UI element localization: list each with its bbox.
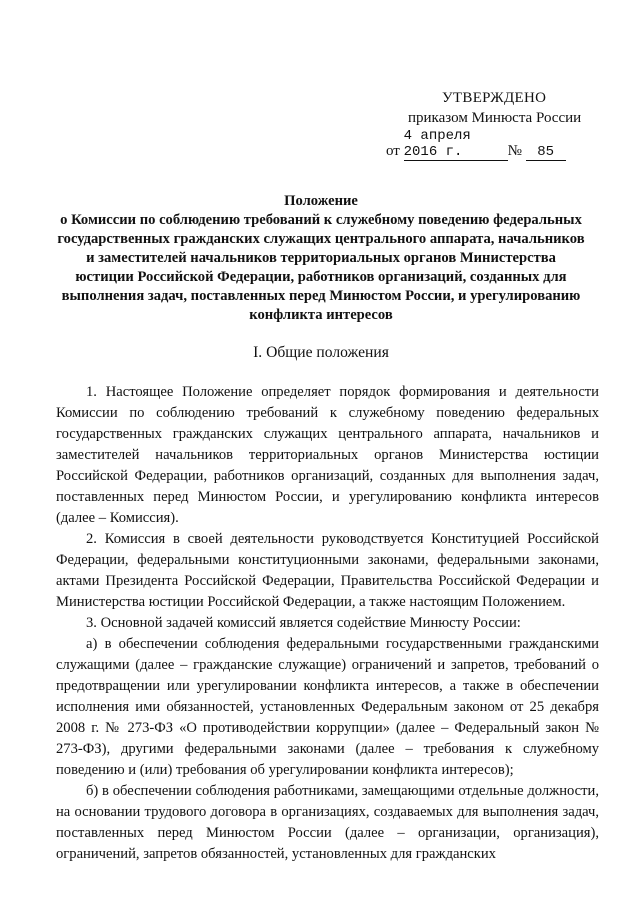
- paragraph: 1. Настоящее Положение определяет порядок формирования и деятельности Комиссии по соблюдению требований к служебному поведению федеральных государственных гражданских служащих центрального аппарата, начальников и заместителей начальников территориальных органов Министерства юстиции Российской Федерации, работников организаций, созданных для выполнения задач, поставленных перед Минюстом России, и урегулированию конфликта интересов (далее – Комиссия).: [56, 384, 599, 526]
- paragraph: 3. Основной задачей комиссий является содействие Минюсту России:: [86, 615, 521, 631]
- document-body: [56, 382, 599, 865]
- approval-date-line: [374, 128, 614, 161]
- approval-order: приказом Минюста России: [408, 110, 582, 126]
- paragraph: а) в обеспечении соблюдения федеральными государственными гражданскими служащими (далее – гражданские служащие) ограничений и запретов, требований о предотвращении или урегулировании конфликта интересов, а также в обеспечении исполнения ими обязанностей, установленных Федеральным законом от 25 декабря 2008 г. № 273-ФЗ «О противодействии коррупции» (далее – Федеральный закон № 273-ФЗ), другими федеральными законами (далее – требования к служебному поведению и (или) требования об урегулировании конфликта интересов);: [56, 636, 599, 778]
- approval-number-label: №: [507, 143, 522, 159]
- title-heading: Положение: [284, 193, 358, 209]
- approval-stamp: [374, 88, 614, 161]
- paragraph: 2. Комиссия в своей деятельности руководствуется Конституцией Российской Федерации, федеральными конституционными законами, федеральными законами, актами Президента Российской Федерации, Правительства Российской Федерации и Министерства юстиции Российской Федерации, а также настоящим Положением.: [56, 531, 599, 610]
- paragraph: б) в обеспечении соблюдения работниками, замещающими отдельные должности, на основании трудового договора в организациях, создаваемых для выполнения задач, поставленных перед Минюстом России (далее – организации, организация), ограничений, запретов обязанностей, установленных для гражданских: [56, 783, 599, 862]
- section-heading: I. Общие положения: [253, 344, 389, 361]
- document-title: [56, 192, 586, 325]
- approval-number: 85: [526, 144, 566, 161]
- approval-date: 4 апреля 2016 г.: [404, 128, 508, 161]
- approval-title: УТВЕРЖДЕНО: [442, 90, 547, 106]
- approval-prefix: от: [386, 143, 400, 159]
- title-text: о Комиссии по соблюдению требований к служебному поведению федеральных государственных гражданских служащих центрального аппарата, начальников и заместителей начальников территориальных органов Министерства юстиции Российской Федерации, работников организаций, созданных для выполнения задач, поставленных перед Минюстом России, и урегулированию конфликта интересов: [57, 212, 585, 323]
